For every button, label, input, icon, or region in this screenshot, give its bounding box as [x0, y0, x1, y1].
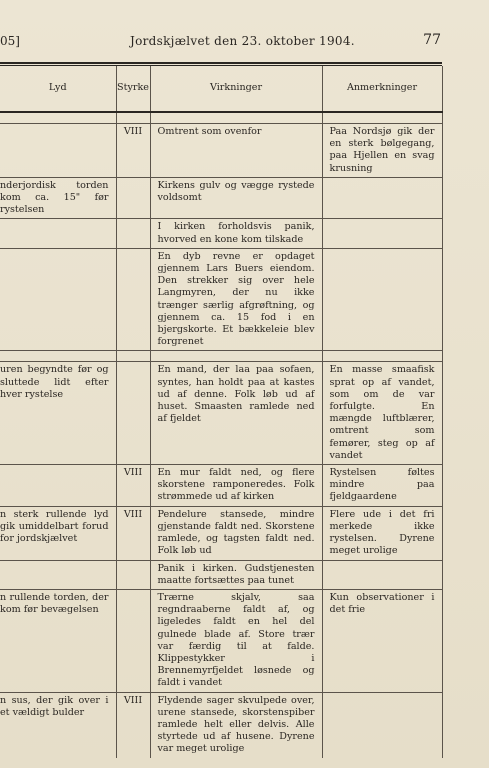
virkninger-cell: En dyb revne er opdaget gjennem Lars Buers eiendom. Den strekker sig over hele Langmyren, der nu ikke trænger særlig afgrøftning, og gjennem ca. 15 fod i en bjergskorte. Et bækkeleie blev forgrenet — [157, 250, 315, 348]
lyd-cell — [0, 249, 116, 253]
virkninger-cell: Kirkens gulv og vægge rystede voldsomt — [157, 179, 315, 204]
anmerkninger-cell: Rystelsen føltes mindre paa fjeldgaardene — [329, 467, 435, 503]
header-virkninger: Virkninger — [150, 66, 322, 112]
anmerkninger-cell — [323, 249, 442, 253]
styrke-cell — [117, 219, 150, 223]
lyd-cell: nderjordisk torden kom ca. 15" før rystelsen — [0, 179, 109, 216]
virkninger-cell: Panik i kirken. Gudstjenesten maatte fortsættes paa tunet — [157, 562, 315, 586]
virkninger-cell: En mur faldt ned, og flere skorstene ramponeredes. Folk strømmede ud af kirken — [157, 467, 315, 503]
header-lyd: Lyd — [0, 66, 116, 112]
table-row — [0, 177, 442, 219]
table-row — [0, 124, 442, 178]
lyd-cell: n sterk rullende lyd gik umiddelbart forud for jordskjælvet — [0, 508, 109, 545]
styrke-cell — [117, 249, 150, 253]
virkninger-cell: I kirken forholdsvis panik, hvorved en kone kom tilskade — [157, 221, 315, 245]
running-head-left-fragment: 05] — [0, 34, 20, 48]
lyd-cell — [0, 124, 116, 128]
styrke-cell: VIII — [123, 508, 143, 520]
anmerkninger-cell — [323, 693, 442, 697]
styrke-cell — [117, 178, 150, 182]
running-head — [0, 30, 489, 50]
page-number: 77 — [423, 32, 441, 48]
virkninger-cell: Omtrent som ovenfor — [157, 126, 262, 137]
header-anmerkninger: Anmerkninger — [322, 66, 442, 112]
lyd-cell: uren begyndte før og sluttede lidt efter hver rystelse — [0, 364, 109, 400]
lyd-cell: n sus, der gik over i et vældigt bulder — [0, 694, 109, 718]
lyd-cell: n rullende torden, der kom før bevægelsen — [0, 591, 109, 616]
anmerkninger-cell: En masse smaafisk sprat op af vandet, som om de var forfulgte. En mængde luftblærer, omtrent som femører, steg op af vandet — [329, 364, 435, 461]
anmerkninger-cell — [323, 219, 442, 223]
table-row — [0, 692, 442, 758]
anmerkninger-cell: Paa Nordsjø gik der en sterk bølgegang, paa Hjellen en svag krusning — [329, 126, 435, 174]
table-row — [0, 248, 442, 351]
lyd-cell — [0, 219, 116, 223]
anmerkninger-cell — [323, 561, 442, 565]
styrke-cell: VIII — [123, 694, 143, 706]
lyd-cell — [0, 561, 116, 565]
anmerkninger-cell: Kun observationer i det frie — [329, 591, 435, 616]
styrke-cell — [117, 561, 150, 565]
virkninger-cell: Pendelure stansede, mindre gjenstande faldt ned. Skorstene ramlede, og tagsten faldt ned. Folk løb ud — [157, 508, 315, 557]
styrke-cell — [117, 590, 150, 594]
anmerkninger-cell: Flere ude i det fri merkede ikke rystelsen. Dyrene meget urolige — [329, 508, 435, 557]
virkninger-cell: Flydende sager skvulpede over, urene stansede, skorstenspiber ramlede helt eller delvis. Alle styrtede ud af husene. Dyrene var meget urolige — [157, 694, 315, 755]
table-row — [0, 506, 442, 560]
table-row — [0, 589, 442, 692]
styrke-cell: VIII — [123, 126, 143, 137]
table-row — [0, 560, 442, 589]
anmerkninger-cell — [323, 178, 442, 182]
styrke-cell: VIII — [123, 467, 143, 479]
table-row — [0, 219, 442, 248]
table-row — [0, 362, 442, 465]
virkninger-cell: En mand, der laa paa sofaen, syntes, han holdt paa at kastes ud af denne. Folk løb ud af huset. Smaasten ramlede ned af fjeldet — [157, 364, 315, 425]
earthquake-table — [0, 66, 443, 758]
table-row — [0, 465, 442, 507]
lyd-cell — [0, 465, 116, 469]
styrke-cell — [117, 362, 150, 366]
virkninger-cell: Trærne skjalv, saa regndraaberne faldt af, og ligeledes faldt en hel del gulnede blade af. Store trær var færdig til at falde. Klippestykker i Brennemyrfjeldet løsnede og faldt i vandet — [157, 591, 315, 689]
table-header-row — [0, 66, 442, 112]
header-styrke: Styrke — [116, 66, 150, 112]
running-head-title: Jordskjælvet den 23. oktober 1904. — [130, 34, 355, 48]
